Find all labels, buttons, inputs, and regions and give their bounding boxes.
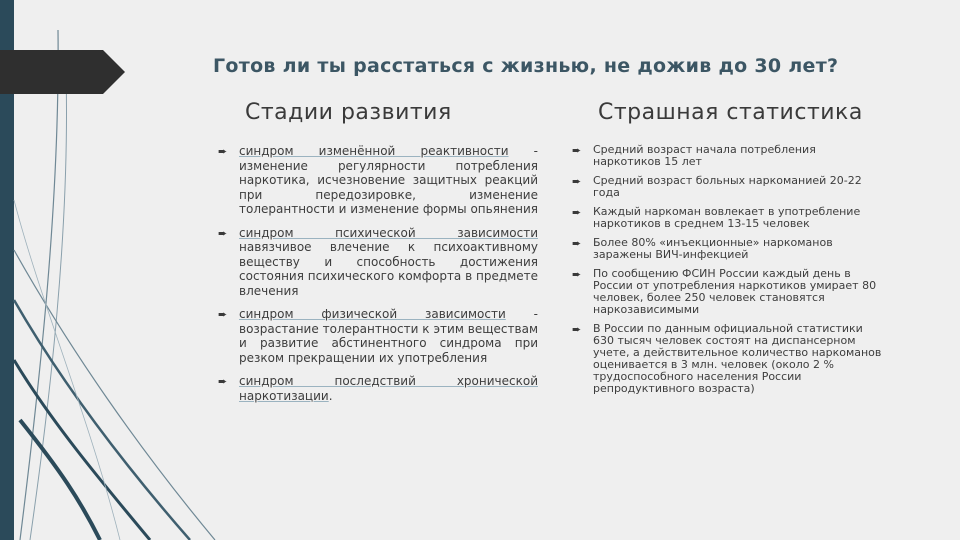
slide-title: Готов ли ты расстаться с жизнью, не дожив до 30 лет? <box>213 55 839 77</box>
arrow-bullet-icon: ➨ <box>218 308 228 321</box>
statistic-text: Средний возраст больных наркоманией 20-22 года <box>593 174 862 199</box>
statistic-item <box>572 175 883 199</box>
arrow-bullet-icon: ➨ <box>572 144 582 157</box>
stage-description: - изменение регулярности потребления наркотика, исчезновение защитных реакций при передозировке, изменение толерантности и изменение формы опьянения <box>239 144 539 216</box>
statistic-text: В России по данным официальной статистики 630 тысяч человек состоят на диспансерном учете, а действительное количество наркоманов оценивается в 3 млн. человек (около 2 % трудоспособного населения России репродуктивного возраста) <box>593 322 882 395</box>
stage-term: синдром изменённой реактивности <box>239 144 509 158</box>
stage-term: синдром психической зависимости <box>239 225 538 240</box>
stages-list <box>218 144 538 412</box>
statistic-item <box>572 206 883 230</box>
arrow-bullet-icon: ➨ <box>218 375 228 388</box>
statistic-item <box>572 323 883 395</box>
arrow-bullet-icon: ➨ <box>572 323 582 336</box>
stage-term: синдром физической зависимости <box>239 307 506 321</box>
stage-item <box>218 374 538 403</box>
statistic-text: Средний возраст начала потребления наркотиков 15 лет <box>593 143 816 168</box>
title-tab-shape <box>0 50 125 94</box>
stage-item <box>218 144 538 217</box>
arrow-bullet-icon: ➨ <box>572 237 582 250</box>
stage-item <box>218 226 538 299</box>
statistic-item <box>572 237 883 261</box>
stage-description: - возрастание толерантности к этим веществам и развитие абстинентного синдрома при резком прекращении их употребления <box>239 307 538 365</box>
statistic-text: По сообщению ФСИН России каждый день в России от употребления наркотиков умирает 80 человек, более 250 человек становятся наркозависимыми <box>593 267 877 316</box>
statistics-list <box>572 144 902 402</box>
stage-description: . <box>328 388 333 403</box>
statistic-item <box>572 268 883 316</box>
arrow-bullet-icon: ➨ <box>218 145 228 158</box>
statistic-text: Более 80% «инъекционные» наркоманов заражены ВИЧ-инфекцией <box>593 236 833 261</box>
arrow-bullet-icon: ➨ <box>218 226 228 240</box>
statistic-text: Каждый наркоман вовлекает в употребление наркотиков в среднем 13-15 человек <box>593 205 861 230</box>
right-column-heading: Страшная статистика <box>598 100 863 125</box>
left-column-heading: Стадии развития <box>245 100 452 125</box>
arrow-bullet-icon: ➨ <box>572 175 582 188</box>
stage-description: навязчивое влечение к психоактивному веществу и способность достижения состояния психического комфорта в предмете влечения <box>239 240 538 298</box>
statistic-item <box>572 144 883 168</box>
arrow-bullet-icon: ➨ <box>572 206 582 219</box>
stage-item <box>218 307 538 365</box>
arrow-bullet-icon: ➨ <box>572 268 582 281</box>
stage-term: синдром последствий хронической наркотизации <box>239 374 538 403</box>
